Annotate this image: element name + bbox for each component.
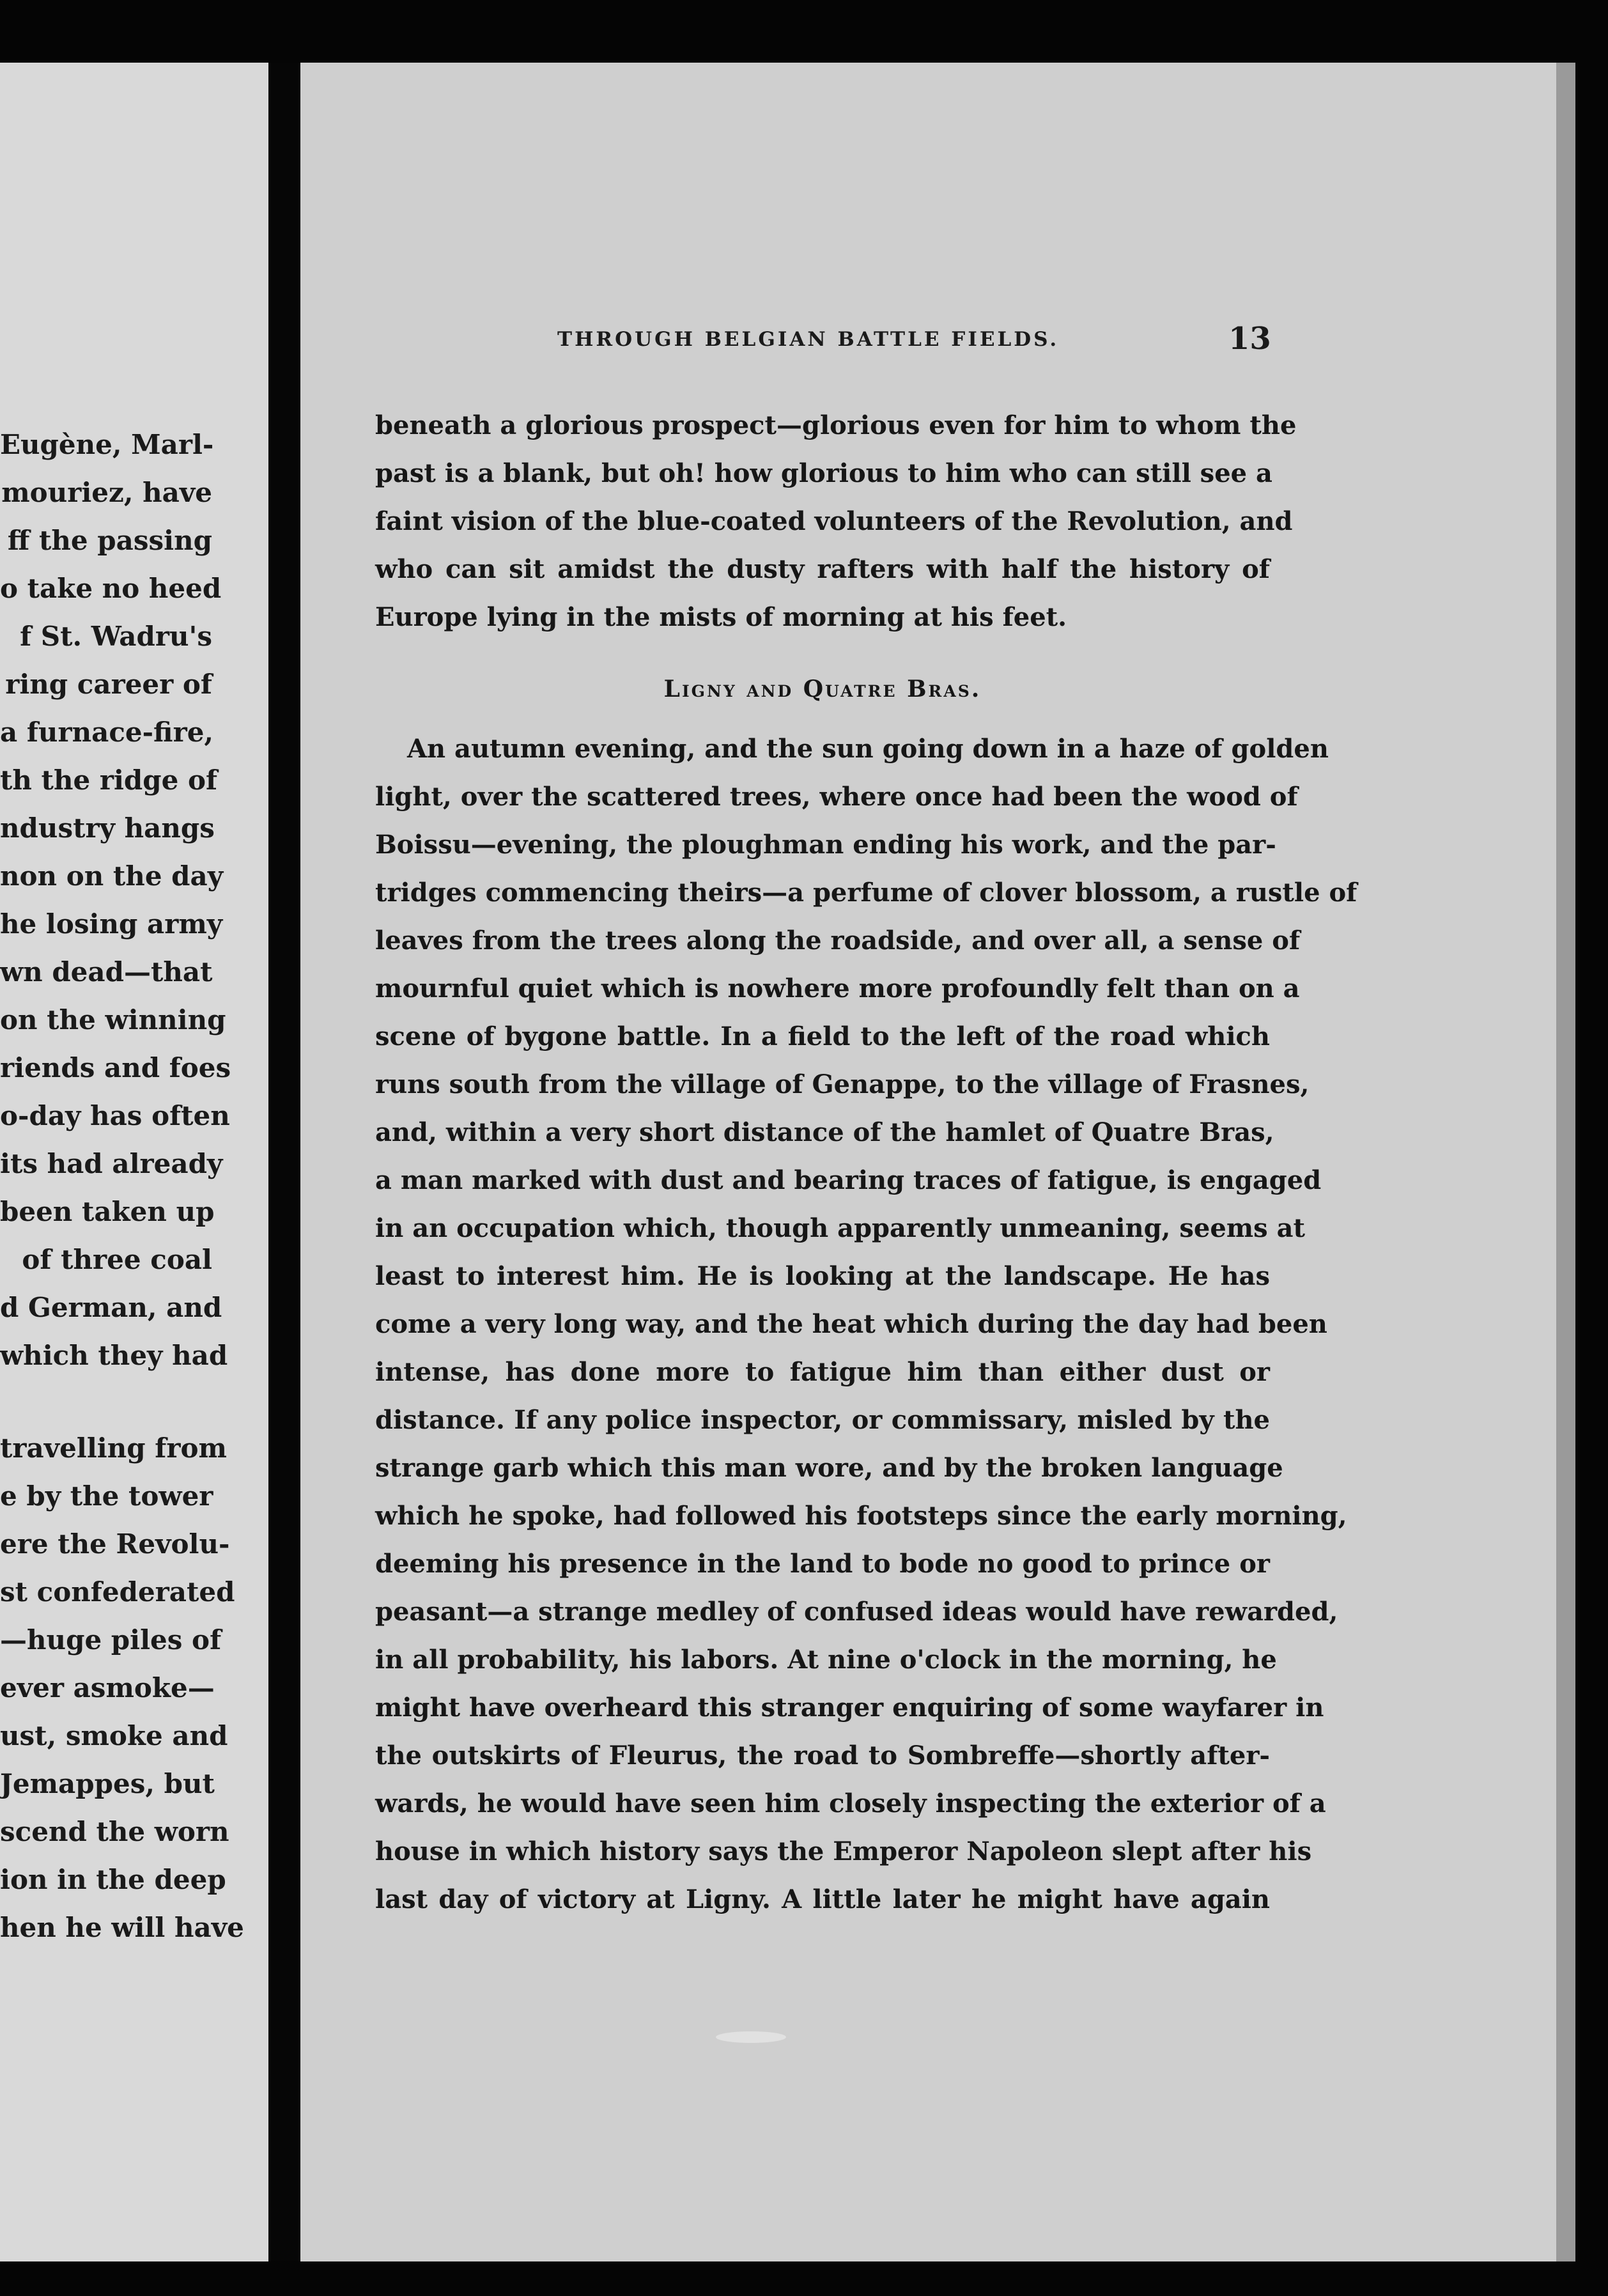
- text-line: come a very long way, and the heat which during the day had been: [375, 1309, 1327, 1339]
- body-text: [375, 401, 1357, 1923]
- left-line: ere the Revolu-: [0, 1528, 230, 1560]
- text-line: last day of victory at Ligny. A little later he might have again: [375, 1884, 1270, 1914]
- left-line: f St. Wadru's: [20, 621, 212, 652]
- text-line: might have overheard this stranger enquiring of some wayfarer in: [375, 1693, 1324, 1723]
- text-line: faint vision of the blue-coated volunteers of the Revolution, and: [375, 506, 1293, 536]
- left-line: st confederated: [0, 1576, 235, 1608]
- text-line: a man marked with dust and bearing traces of fatigue, is engaged: [375, 1165, 1322, 1195]
- text-line: beneath a glorious prospect—glorious even for him to whom the: [375, 410, 1297, 440]
- right-page: [300, 63, 1575, 2261]
- text-line: who can sit amidst the dusty rafters with half the history of: [375, 554, 1270, 584]
- left-line: its had already: [0, 1148, 223, 1179]
- text-line: An autumn evening, and the sun going down in a haze of golden: [407, 734, 1329, 764]
- text-line: past is a blank, but oh! how glorious to him who can still see a: [375, 458, 1272, 488]
- page-number: 13: [1228, 321, 1271, 357]
- left-page-fragment: [0, 63, 268, 2261]
- left-line: on the winning: [0, 1004, 226, 1036]
- text-line: which he spoke, had followed his footsteps since the early morning,: [375, 1501, 1347, 1531]
- left-line: riends and foes: [0, 1052, 231, 1083]
- left-line: ff the passing: [7, 525, 212, 556]
- text-line: intense, has done more to fatigue him than either dust or: [375, 1357, 1270, 1387]
- text-line: least to interest him. He is looking at the landscape. He has: [375, 1261, 1270, 1291]
- left-line: a furnace-fire,: [0, 717, 214, 748]
- left-line: wn dead—that: [0, 956, 213, 988]
- left-line: e by the tower: [0, 1480, 213, 1512]
- left-line-gap: [0, 1379, 268, 1424]
- left-line: Jemappes, but: [0, 1768, 215, 1799]
- text-line: light, over the scattered trees, where once had been the wood of: [375, 782, 1298, 812]
- left-line: of three coal: [22, 1244, 212, 1275]
- left-line: o-day has often: [0, 1100, 230, 1131]
- left-line: been taken up: [0, 1196, 215, 1227]
- text-line: wards, he would have seen him closely inspecting the exterior of a: [375, 1788, 1326, 1819]
- left-line: d German, and: [0, 1292, 222, 1323]
- left-line: ust, smoke and: [0, 1720, 228, 1751]
- left-line: travelling from: [0, 1432, 227, 1464]
- text-line: Europe lying in the mists of morning at his feet.: [375, 602, 1067, 632]
- left-line: scend the worn: [0, 1816, 229, 1847]
- text-line: the outskirts of Fleurus, the road to Sombreffe—shortly after-: [375, 1741, 1270, 1771]
- left-line: hen he will have: [0, 1912, 244, 1943]
- text-line: runs south from the village of Genappe, to the village of Frasnes,: [375, 1069, 1310, 1099]
- running-head: THROUGH BELGIAN BATTLE FIELDS.: [557, 328, 1060, 351]
- text-line: house in which history says the Emperor Napoleon slept after his: [375, 1836, 1312, 1866]
- section-heading: Ligny and Quatre Bras.: [663, 676, 982, 702]
- left-line: mouriez, have: [1, 477, 212, 508]
- paper-blemish: [716, 2031, 786, 2043]
- left-line: ever asmoke—: [0, 1672, 215, 1703]
- page-edge: [1556, 63, 1575, 2261]
- text-line: tridges commencing theirs—a perfume of clover blossom, a rustle of: [375, 878, 1357, 908]
- text-line: mournful quiet which is nowhere more profoundly felt than on a: [375, 973, 1300, 1004]
- left-line: ion in the deep: [0, 1864, 226, 1895]
- text-line: Boissu—evening, the ploughman ending his work, and the par-: [375, 830, 1276, 860]
- left-line: ndustry hangs: [0, 812, 215, 844]
- left-line: o take no heed: [0, 573, 222, 604]
- text-line: strange garb which this man wore, and by the broken language: [375, 1453, 1283, 1483]
- book-gutter: [268, 63, 300, 2261]
- text-line: deeming his presence in the land to bode no good to prince or: [375, 1549, 1270, 1579]
- left-line: he losing army: [0, 908, 223, 940]
- left-line: non on the day: [0, 860, 224, 892]
- text-line: and, within a very short distance of the hamlet of Quatre Bras,: [375, 1117, 1274, 1147]
- text-line: scene of bygone battle. In a field to the left of the road which: [375, 1021, 1270, 1051]
- text-line: distance. If any police inspector, or commissary, misled by the: [375, 1405, 1270, 1435]
- left-line: ring career of: [5, 669, 212, 700]
- left-line: th the ridge of: [0, 764, 218, 796]
- left-line: Eugène, Marl-: [0, 429, 214, 460]
- left-line: which they had: [0, 1340, 228, 1371]
- left-page-text: [0, 421, 268, 1951]
- text-line: in all probability, his labors. At nine o'clock in the morning, he: [375, 1645, 1277, 1675]
- text-line: peasant—a strange medley of confused ideas would have rewarded,: [375, 1597, 1338, 1627]
- left-line: —huge piles of: [0, 1624, 222, 1656]
- text-line: leaves from the trees along the roadside, and over all, a sense of: [375, 926, 1301, 956]
- text-line: in an occupation which, though apparently unmeaning, seems at: [375, 1213, 1305, 1243]
